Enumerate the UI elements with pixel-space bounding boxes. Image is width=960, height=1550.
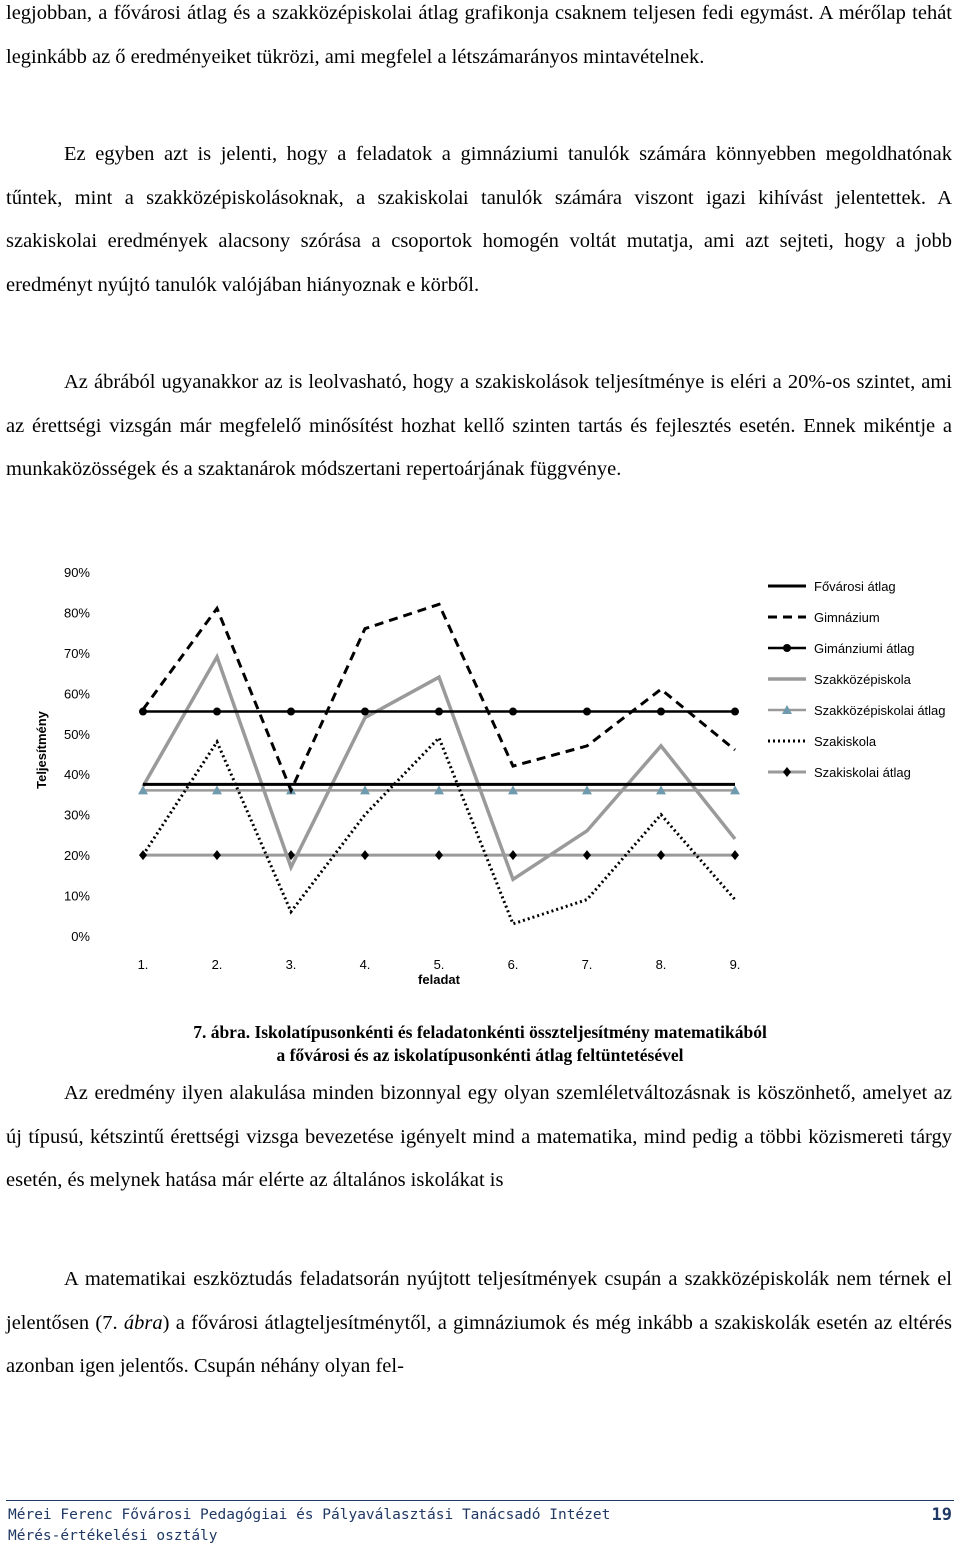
y-axis-ticks bbox=[64, 565, 90, 944]
paragraph-5 bbox=[6, 1258, 952, 1389]
paragraph-5-italic: ábra bbox=[123, 1311, 163, 1334]
figure-caption-line-1: 7. ábra. Iskolatípusonkénti és feladatonkénti összteljesítmény matematikából bbox=[193, 1022, 767, 1042]
legend-label: Szakiskolai átlag bbox=[814, 765, 911, 780]
legend-label: Fővárosi átlag bbox=[814, 579, 896, 594]
chart-series bbox=[138, 604, 740, 924]
dot-marker bbox=[731, 708, 739, 716]
diamond-marker bbox=[731, 850, 739, 860]
dot-marker bbox=[213, 708, 221, 716]
dot-marker bbox=[509, 708, 517, 716]
series-line bbox=[143, 738, 735, 924]
y-tick-label: 10% bbox=[63, 888, 90, 904]
dot-marker bbox=[435, 708, 443, 716]
paragraph-2: Ez egyben azt is jelenti, hogy a feladatok a gimnáziumi tanulók számára könnyebben megoldhatónak tűntek, mint a szakközépiskolásoknak, a szakiskolai tanulók számára viszont igazi kihívást jelentettek. A szakiskolai eredmények alacsony szórása a csoportok homogén voltát mutatja, ami azt sejteti, hogy a jobb eredményt nyújtó tanulók valójában hiányoznak e körből. bbox=[6, 143, 952, 296]
x-tick-label: 7. bbox=[581, 957, 593, 972]
y-tick-label: 80% bbox=[63, 605, 90, 621]
x-tick-label: 5. bbox=[433, 957, 445, 972]
dot-marker bbox=[583, 708, 591, 716]
dot-marker bbox=[361, 708, 369, 716]
footer-department: Mérés-értékelési osztály bbox=[8, 1528, 218, 1544]
series-line bbox=[143, 657, 735, 879]
legend-label: Szakközépiskolai átlag bbox=[814, 703, 946, 718]
figure-caption-line-2: a fővárosi és az iskolatípusonkénti átlag feltüntetésével bbox=[276, 1045, 684, 1065]
y-tick-label: 20% bbox=[63, 848, 90, 864]
dot-marker bbox=[657, 708, 665, 716]
y-tick-label: 50% bbox=[63, 726, 90, 742]
x-tick-label: 6. bbox=[507, 957, 519, 972]
y-tick-label: 40% bbox=[63, 767, 90, 783]
diamond-marker bbox=[583, 850, 591, 860]
diamond-marker bbox=[213, 850, 221, 860]
y-tick-label: 70% bbox=[63, 645, 90, 661]
legend-label: Gimánziumi átlag bbox=[814, 641, 915, 656]
paragraph-4: Az eredmény ilyen alakulása minden bizonnyal egy olyan szemléletváltozásnak is köszönhető, amelyet az új típusú, kétszintű érettségi vizsga bevezetése igényelt mind a matematika, mind pedig a többi közismereti tárgy esetén, és melynek hatása már elérte az általános iskolákat is bbox=[6, 1082, 952, 1191]
y-tick-label: 0% bbox=[71, 929, 90, 944]
footer-divider bbox=[6, 1500, 954, 1501]
paragraph-3: Az ábrából ugyanakkor az is leolvasható, hogy a szakiskolások teljesítménye is eléri a 20%-os szintet, ami az érettségi vizsgán már megfelelő minősítést hozhat kellő szinten tartás és fejlesztés esetén. Ennek mikéntje a munkaközösségek és a szaktanárok módszertani repertoárjának függvénye. bbox=[6, 371, 952, 480]
y-tick-label: 60% bbox=[63, 686, 90, 702]
x-tick-label: 3. bbox=[285, 957, 297, 972]
chart-legend bbox=[768, 579, 946, 780]
paragraph-1: legjobban, a fővárosi átlag és a szakközépiskolai átlag grafikonja csaknem teljesen fedi egymást. A mérőlap tehát leginkább az ő eredményeiket tükrözi, ami megfelel a létszámarányos mintavételnek. bbox=[6, 2, 952, 68]
footer-institute: Mérei Ferenc Fővárosi Pedagógiai és Pályaválasztási Tanácsadó Intézet bbox=[8, 1507, 611, 1523]
legend-label: Szakközépiskola bbox=[814, 672, 911, 687]
diamond-marker bbox=[783, 767, 791, 777]
diamond-marker bbox=[361, 850, 369, 860]
y-tick-label: 90% bbox=[63, 565, 90, 580]
legend-label: Gimnázium bbox=[814, 610, 880, 625]
diamond-marker bbox=[435, 850, 443, 860]
legend-label: Szakiskola bbox=[814, 734, 877, 749]
diamond-marker bbox=[657, 850, 665, 860]
x-tick-label: 2. bbox=[211, 957, 223, 972]
y-tick-label: 30% bbox=[63, 807, 90, 823]
dot-marker bbox=[783, 644, 791, 652]
dot-marker bbox=[287, 708, 295, 716]
x-axis-label: feladat bbox=[418, 972, 460, 987]
x-tick-label: 8. bbox=[655, 957, 667, 972]
y-axis-label: Teljesítmény bbox=[34, 711, 49, 789]
line-chart bbox=[0, 555, 960, 1005]
paragraph-5-text-b: ) a fővárosi átlagteljesítménytől, a gimnáziumok és még inkább a szakiskolák esetén az eltérés azonban igen jelentős. Csupán néhány olyan fel- bbox=[6, 1311, 952, 1377]
x-tick-label: 9. bbox=[729, 957, 741, 972]
paragraph-5-text-a: A matematikai eszköztudás feladatsorán nyújtott teljesítmények csupán a szakközépiskolák nem térnek el jelentősen (7. bbox=[6, 1268, 952, 1334]
x-tick-label: 1. bbox=[137, 957, 149, 972]
diamond-marker bbox=[509, 850, 517, 860]
x-tick-label: 4. bbox=[359, 957, 371, 972]
x-axis-ticks bbox=[138, 957, 741, 972]
page-number: 19 bbox=[931, 1505, 952, 1525]
